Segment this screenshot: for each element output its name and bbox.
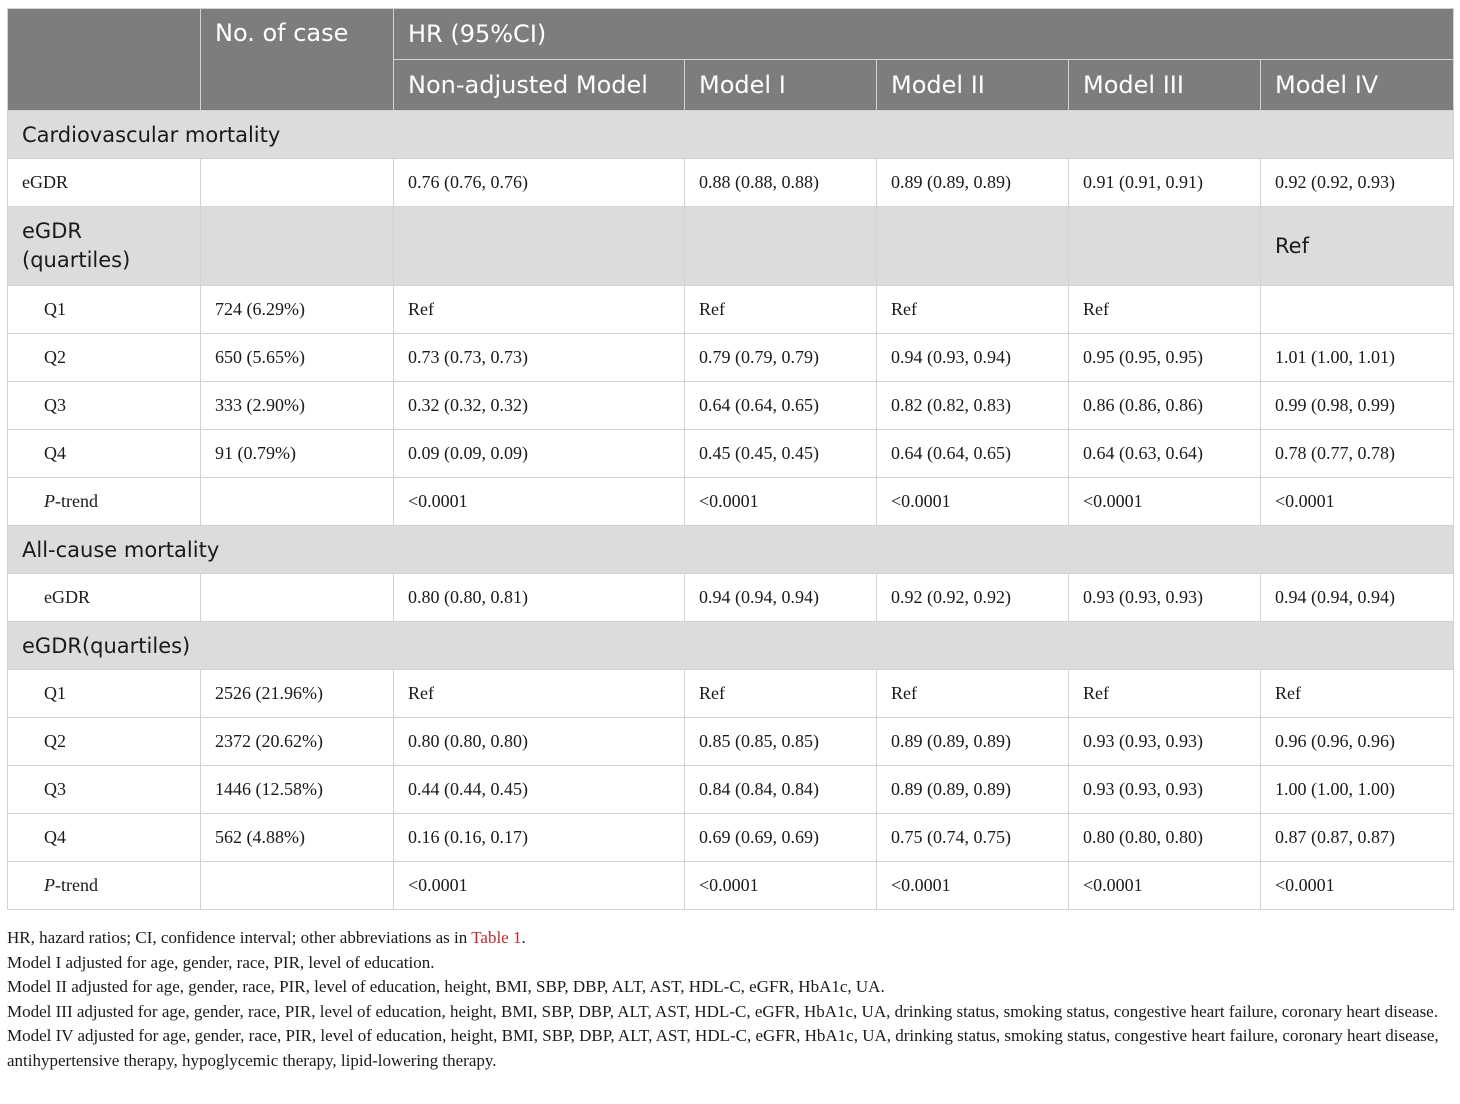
value-cell: <0.0001 xyxy=(877,478,1069,526)
row-label: Q1 xyxy=(8,670,201,718)
p-italic: P xyxy=(44,491,55,511)
table-row xyxy=(8,382,1454,430)
header-no-of-case: No. of case xyxy=(201,9,394,111)
header-model-1: Model I xyxy=(685,60,877,111)
hazard-ratio-table xyxy=(7,8,1454,910)
value-cell: 0.78 (0.77, 0.78) xyxy=(1261,430,1454,478)
value-cell: 0.16 (0.16, 0.17) xyxy=(394,814,685,862)
value-cell: 0.93 (0.93, 0.93) xyxy=(1069,766,1261,814)
value-cell: 0.88 (0.88, 0.88) xyxy=(685,159,877,207)
value-cell: <0.0001 xyxy=(394,478,685,526)
footnote-text: . xyxy=(521,928,526,947)
value-cell: 0.89 (0.89, 0.89) xyxy=(877,159,1069,207)
row-label: Q3 xyxy=(8,766,201,814)
section-title: Cardiovascular mortality xyxy=(8,111,1454,159)
value-cell: 1.00 (1.00, 1.00) xyxy=(1261,766,1454,814)
case-cell xyxy=(201,159,394,207)
section-row-all-cause xyxy=(8,526,1454,574)
footnote-model-4: Model IV adjusted for age, gender, race, PIR, level of education, height, BMI, SBP, DBP, ALT, AST, HDL-C, eGFR, HbA1c, UA, drinking status, smoking status, congestive heart failure, coronary heart disease, antihypertensive therapy, hypoglycemic therapy, lipid-lowering therapy. xyxy=(7,1026,1439,1070)
value-cell: <0.0001 xyxy=(394,862,685,910)
value-cell: 0.80 (0.80, 0.80) xyxy=(394,718,685,766)
case-cell: 724 (6.29%) xyxy=(201,286,394,334)
value-cell: Ref xyxy=(685,670,877,718)
blank-cell xyxy=(201,207,394,286)
value-cell: <0.0001 xyxy=(1069,478,1261,526)
value-cell: 0.94 (0.93, 0.94) xyxy=(877,334,1069,382)
table-row xyxy=(8,286,1454,334)
section-row-cardiovascular xyxy=(8,111,1454,159)
value-cell: <0.0001 xyxy=(1261,862,1454,910)
subsection-row-quartiles xyxy=(8,207,1454,286)
header-model-4: Model IV xyxy=(1261,60,1454,111)
case-cell: 562 (4.88%) xyxy=(201,814,394,862)
header-model-3: Model III xyxy=(1069,60,1261,111)
value-cell: 0.94 (0.94, 0.94) xyxy=(685,574,877,622)
row-label: Q2 xyxy=(8,334,201,382)
table-footnotes xyxy=(7,926,1455,1074)
value-cell: 0.94 (0.94, 0.94) xyxy=(1261,574,1454,622)
value-cell: 0.92 (0.92, 0.93) xyxy=(1261,159,1454,207)
value-cell: 0.76 (0.76, 0.76) xyxy=(394,159,685,207)
case-cell: 2372 (20.62%) xyxy=(201,718,394,766)
value-cell: <0.0001 xyxy=(1261,478,1454,526)
value-cell: 0.91 (0.91, 0.91) xyxy=(1069,159,1261,207)
value-cell: 0.44 (0.44, 0.45) xyxy=(394,766,685,814)
footnote-model-1: Model I adjusted for age, gender, race, PIR, level of education. xyxy=(7,952,435,972)
case-cell xyxy=(201,862,394,910)
footnote-model-3: Model III adjusted for age, gender, race, PIR, level of education, height, BMI, SBP, DBP, ALT, AST, HDL-C, eGFR, HbA1c, UA, drinking status, smoking status, congestive heart failure, coronary heart disease. xyxy=(7,1001,1438,1021)
footnote-text: HR, hazard ratios; CI, confidence interval; other abbreviations as in xyxy=(7,928,472,947)
header-row-1 xyxy=(8,9,1454,60)
value-cell: <0.0001 xyxy=(685,862,877,910)
value-cell: 0.09 (0.09, 0.09) xyxy=(394,430,685,478)
case-cell xyxy=(201,574,394,622)
value-cell: 0.84 (0.84, 0.84) xyxy=(685,766,877,814)
p-italic: P xyxy=(44,875,55,895)
value-cell: 0.64 (0.64, 0.65) xyxy=(685,382,877,430)
value-cell: <0.0001 xyxy=(877,862,1069,910)
case-cell xyxy=(201,478,394,526)
case-cell: 2526 (21.96%) xyxy=(201,670,394,718)
ref-cell: Ref xyxy=(1261,207,1454,286)
case-cell: 333 (2.90%) xyxy=(201,382,394,430)
case-cell: 650 (5.65%) xyxy=(201,334,394,382)
row-label: Q3 xyxy=(8,382,201,430)
header-model-2: Model II xyxy=(877,60,1069,111)
value-cell: Ref xyxy=(394,286,685,334)
value-cell: 0.95 (0.95, 0.95) xyxy=(1069,334,1261,382)
row-label: eGDR xyxy=(8,159,201,207)
value-cell: 0.79 (0.79, 0.79) xyxy=(685,334,877,382)
table-row xyxy=(8,814,1454,862)
value-cell: 0.89 (0.89, 0.89) xyxy=(877,718,1069,766)
table-row xyxy=(8,766,1454,814)
p-trend-suffix: -trend xyxy=(55,491,98,511)
value-cell: 0.85 (0.85, 0.85) xyxy=(685,718,877,766)
value-cell: 0.86 (0.86, 0.86) xyxy=(1069,382,1261,430)
value-cell: <0.0001 xyxy=(685,478,877,526)
value-cell: <0.0001 xyxy=(1069,862,1261,910)
value-cell: 0.89 (0.89, 0.89) xyxy=(877,766,1069,814)
value-cell: 0.80 (0.80, 0.80) xyxy=(1069,814,1261,862)
header-blank xyxy=(8,9,201,111)
table-row-p-trend xyxy=(8,862,1454,910)
table-row xyxy=(8,670,1454,718)
header-non-adjusted-model: Non-adjusted Model xyxy=(394,60,685,111)
row-label: Q1 xyxy=(8,286,201,334)
value-cell: Ref xyxy=(1261,670,1454,718)
value-cell: 0.99 (0.98, 0.99) xyxy=(1261,382,1454,430)
value-cell: Ref xyxy=(1069,670,1261,718)
row-label: Q4 xyxy=(8,430,201,478)
p-trend-suffix: -trend xyxy=(55,875,98,895)
blank-cell xyxy=(394,207,685,286)
value-cell: Ref xyxy=(394,670,685,718)
value-cell: 0.82 (0.82, 0.83) xyxy=(877,382,1069,430)
table-row xyxy=(8,430,1454,478)
value-cell: 0.93 (0.93, 0.93) xyxy=(1069,574,1261,622)
case-cell: 91 (0.79%) xyxy=(201,430,394,478)
value-cell: 0.87 (0.87, 0.87) xyxy=(1261,814,1454,862)
value-cell: 0.64 (0.63, 0.64) xyxy=(1069,430,1261,478)
row-label: Q4 xyxy=(8,814,201,862)
value-cell: 0.73 (0.73, 0.73) xyxy=(394,334,685,382)
value-cell: Ref xyxy=(877,670,1069,718)
case-cell: 1446 (12.58%) xyxy=(201,766,394,814)
value-cell: 0.75 (0.74, 0.75) xyxy=(877,814,1069,862)
section-title: All-cause mortality xyxy=(8,526,1454,574)
value-cell: 0.96 (0.96, 0.96) xyxy=(1261,718,1454,766)
value-cell: 0.93 (0.93, 0.93) xyxy=(1069,718,1261,766)
value-cell xyxy=(1261,286,1454,334)
row-label xyxy=(8,478,201,526)
blank-cell xyxy=(1069,207,1261,286)
value-cell: 0.64 (0.64, 0.65) xyxy=(877,430,1069,478)
subsection-title: eGDR (quartiles) xyxy=(8,207,201,286)
row-label xyxy=(8,862,201,910)
table-row xyxy=(8,718,1454,766)
blank-cell xyxy=(877,207,1069,286)
footnote-abbreviations xyxy=(7,926,1455,951)
header-hr-95ci: HR (95%CI) xyxy=(394,9,1454,60)
footnote-model-2: Model II adjusted for age, gender, race, PIR, level of education, height, BMI, SBP, DBP, ALT, AST, HDL-C, eGFR, HbA1c, UA. xyxy=(7,977,885,997)
value-cell: 0.92 (0.92, 0.92) xyxy=(877,574,1069,622)
row-label: Q2 xyxy=(8,718,201,766)
table-1-link[interactable]: Table 1 xyxy=(471,928,522,947)
value-cell: 0.45 (0.45, 0.45) xyxy=(685,430,877,478)
table-row xyxy=(8,159,1454,207)
value-cell: 0.80 (0.80, 0.81) xyxy=(394,574,685,622)
table-row-p-trend xyxy=(8,478,1454,526)
value-cell: Ref xyxy=(685,286,877,334)
value-cell: Ref xyxy=(1069,286,1261,334)
blank-cell xyxy=(685,207,877,286)
subsection-title: eGDR(quartiles) xyxy=(8,622,1454,670)
value-cell: Ref xyxy=(877,286,1069,334)
table-row xyxy=(8,334,1454,382)
row-label: eGDR xyxy=(8,574,201,622)
table-row xyxy=(8,574,1454,622)
value-cell: 0.32 (0.32, 0.32) xyxy=(394,382,685,430)
subsection-row-quartiles xyxy=(8,622,1454,670)
value-cell: 0.69 (0.69, 0.69) xyxy=(685,814,877,862)
value-cell: 1.01 (1.00, 1.01) xyxy=(1261,334,1454,382)
